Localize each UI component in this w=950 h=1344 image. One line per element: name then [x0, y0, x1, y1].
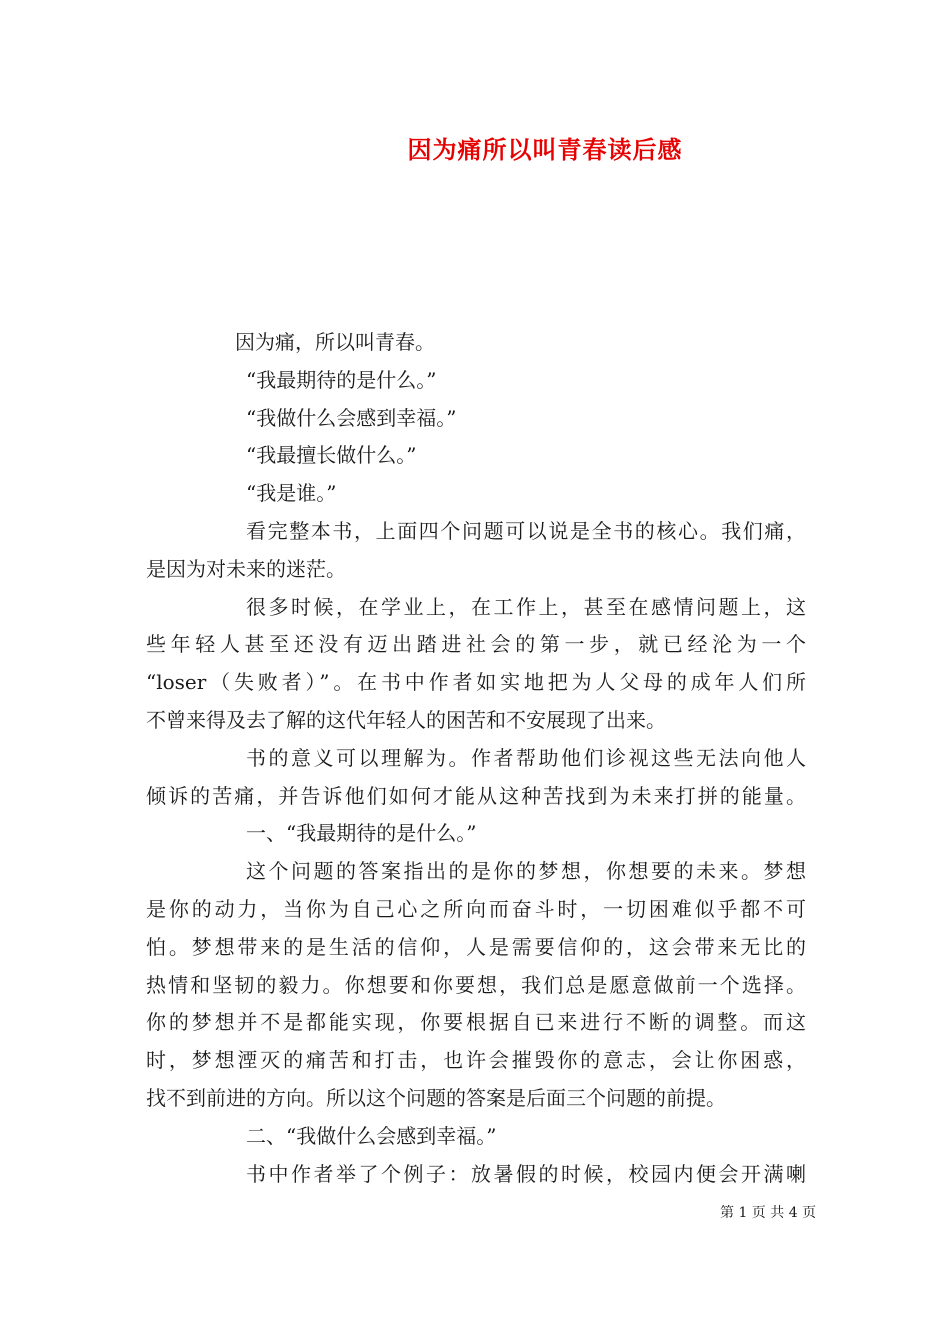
paragraph-line: 找不到前进的方向。所以这个问题的答案是后面三个问题的前提。	[146, 1085, 726, 1110]
paragraph-line: 你的梦想并不是都能实现，你要根据自已来进行不断的调整。而这	[146, 1010, 806, 1035]
section-heading: 一、“我最期待的是什么。”	[246, 821, 477, 846]
paragraph-line: 这个问题的答案指出的是你的梦想，你想要的未来。梦想	[246, 859, 806, 884]
body-text	[146, 324, 806, 1193]
paragraph-line: 些年轻人甚至还没有迈出踏进社会的第一步，就已经沦为一个	[146, 632, 806, 657]
paragraph-line: 很多时候，在学业上，在工作上，甚至在感情问题上，这	[246, 594, 806, 619]
page-number: 第 1 页 共 4 页	[720, 1205, 817, 1221]
paragraph-line: 时，梦想湮灭的痛苦和打击，也许会摧毁你的意志，会让你困惑，	[146, 1048, 806, 1073]
paragraph-line: 不曾来得及去了解的这代年轻人的困苦和不安展现了出来。	[146, 707, 666, 732]
paragraph-line: 倾诉的苦痛，并告诉他们如何才能从这种苦找到为未来打拼的能量。	[146, 783, 806, 808]
paragraph-line: “我最期待的是什么。”	[246, 367, 437, 392]
paragraph-line: 热情和坚韧的毅力。你想要和你要想，我们总是愿意做前一个选择。	[146, 972, 806, 997]
paragraph-line: 是因为对未来的迷茫。	[146, 556, 346, 581]
paragraph-line: “我是谁。”	[246, 481, 337, 506]
paragraph-line: 怕。梦想带来的是生活的信仰，人是需要信仰的，这会带来无比的	[146, 934, 806, 959]
paragraph-line: “我做什么会感到幸福。”	[246, 405, 457, 430]
paragraph-line: 书中作者举了个例子：放暑假的时候，校园内便会开满喇	[246, 1161, 806, 1186]
paragraph-line: 因为痛，所以叫青春。	[235, 330, 435, 354]
paragraph-line: “我最擅长做什么。”	[246, 443, 417, 468]
page-title: 因为痛所以叫青春读后感	[407, 135, 683, 164]
paragraph-line: “loser（失败者）”。在书中作者如实地把为人父母的成年人们所	[146, 670, 806, 695]
section-heading: 二、“我做什么会感到幸福。”	[246, 1123, 497, 1148]
paragraph-line: 是你的动力，当你为自己心之所向而奋斗时，一切困难似乎都不可	[146, 896, 806, 921]
paragraph-line: 书的意义可以理解为。作者帮助他们诊视这些无法向他人	[246, 745, 806, 770]
paragraph-line: 看完整本书，上面四个问题可以说是全书的核心。我们痛，	[246, 518, 806, 543]
